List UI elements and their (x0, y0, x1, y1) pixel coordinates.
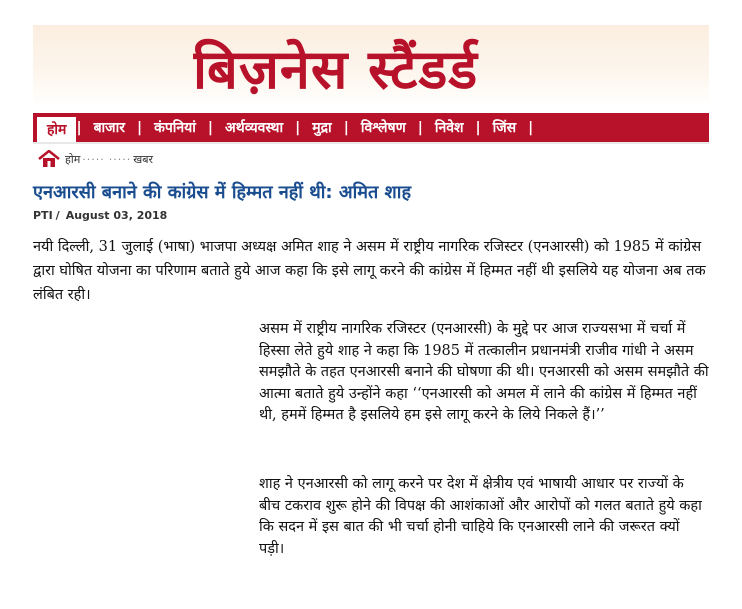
nav-item-companies[interactable]: कंपनियां (154, 120, 196, 136)
breadcrumb-dots: ····· (82, 152, 105, 166)
nav-item-currency[interactable]: मुद्रा (312, 120, 332, 136)
nav-separator: | (207, 119, 214, 136)
nav-separator: | (343, 119, 349, 136)
article-paragraph: शाह ने एनआरसी को लागू करने पर देश में क्षेत्रीय एवं भाषायी आधार पर राज्यों के बीच टकराव शुरू होने की विपक्ष की आशंकाओं और आरोपों को गलत बताते हुये कहा कि सदन में इस बात की भी चर्चा होनी चाहिये कि एनआरसी लाने की जरूरत क्यों पड़ी। (259, 476, 702, 557)
nav-item-analysis[interactable]: विश्लेषण (360, 120, 406, 136)
nav-separator: | (295, 119, 301, 136)
breadcrumb (37, 150, 153, 168)
nav-separator: | (528, 119, 534, 136)
byline-separator: / (55, 209, 60, 222)
article-byline (33, 209, 167, 222)
masthead (33, 25, 709, 107)
nav-item-investment[interactable]: निवेश (434, 120, 464, 136)
article-paragraph: नयी दिल्ली, 31 जुलाई (भाषा) भाजपा अध्यक्ष अमित शाह ने असम में राष्ट्रीय नागरिक रजिस्टर (एनआरसी) को 1985 में कांग्रेस द्वारा घोषित योजना का परिणाम बताते हुये आज कहा कि इसे लागू करने की कांग्रेस में हिम्मत नहीं थी इसलिये यह योजना अब तक लंबित रही। (33, 239, 706, 303)
breadcrumb-dots: ····· (108, 152, 132, 166)
nav-separator: | (136, 119, 143, 136)
nav-item-market[interactable]: बाजार (93, 120, 125, 136)
nav-separator: | (475, 119, 481, 136)
breadcrumb-current[interactable]: खबर (133, 152, 154, 166)
nav-separator: | (76, 119, 82, 136)
article-title: एनआरसी बनाने की कांग्रेस में हिम्मत नहीं थी: अमित शाह (33, 182, 412, 203)
nav-item-home[interactable]: होम (37, 117, 76, 142)
nav-item-economy[interactable]: अर्थव्यवस्था (225, 120, 284, 136)
byline-source: PTI (33, 209, 53, 222)
nav-item-commodities[interactable]: जिंस (492, 120, 517, 136)
article-paragraph: असम में राष्ट्रीय नागरिक रजिस्टर (एनआरसी) के मुद्दे पर आज राज्यसभा में चर्चा में हिस्सा लेते हुये शाह ने कहा कि 1985 में तत्कालीन प्रधानमंत्री राजीव गांधी ने असम समझौते के तहत एनआरसी बनाने की घोषणा की थी। एनआरसी को असम समझौते की आत्मा बताते हुये उन्होंने कहा ‘‘एनआरसी को अमल में लाने की कांग्रेस में हिम्मत नहीं थी, हममें हिम्मत है इसलिये हम इसे लागू करने के लिये निकले हैं।’’ (259, 321, 709, 423)
nav-separator: | (417, 119, 423, 136)
main-nav (33, 113, 709, 144)
breadcrumb-home[interactable]: होम (65, 152, 81, 166)
site-logo[interactable]: बिज़नेस स्टैंडर्ड (193, 38, 479, 101)
home-icon[interactable] (37, 150, 61, 168)
byline-date: August 03, 2018 (65, 209, 168, 222)
